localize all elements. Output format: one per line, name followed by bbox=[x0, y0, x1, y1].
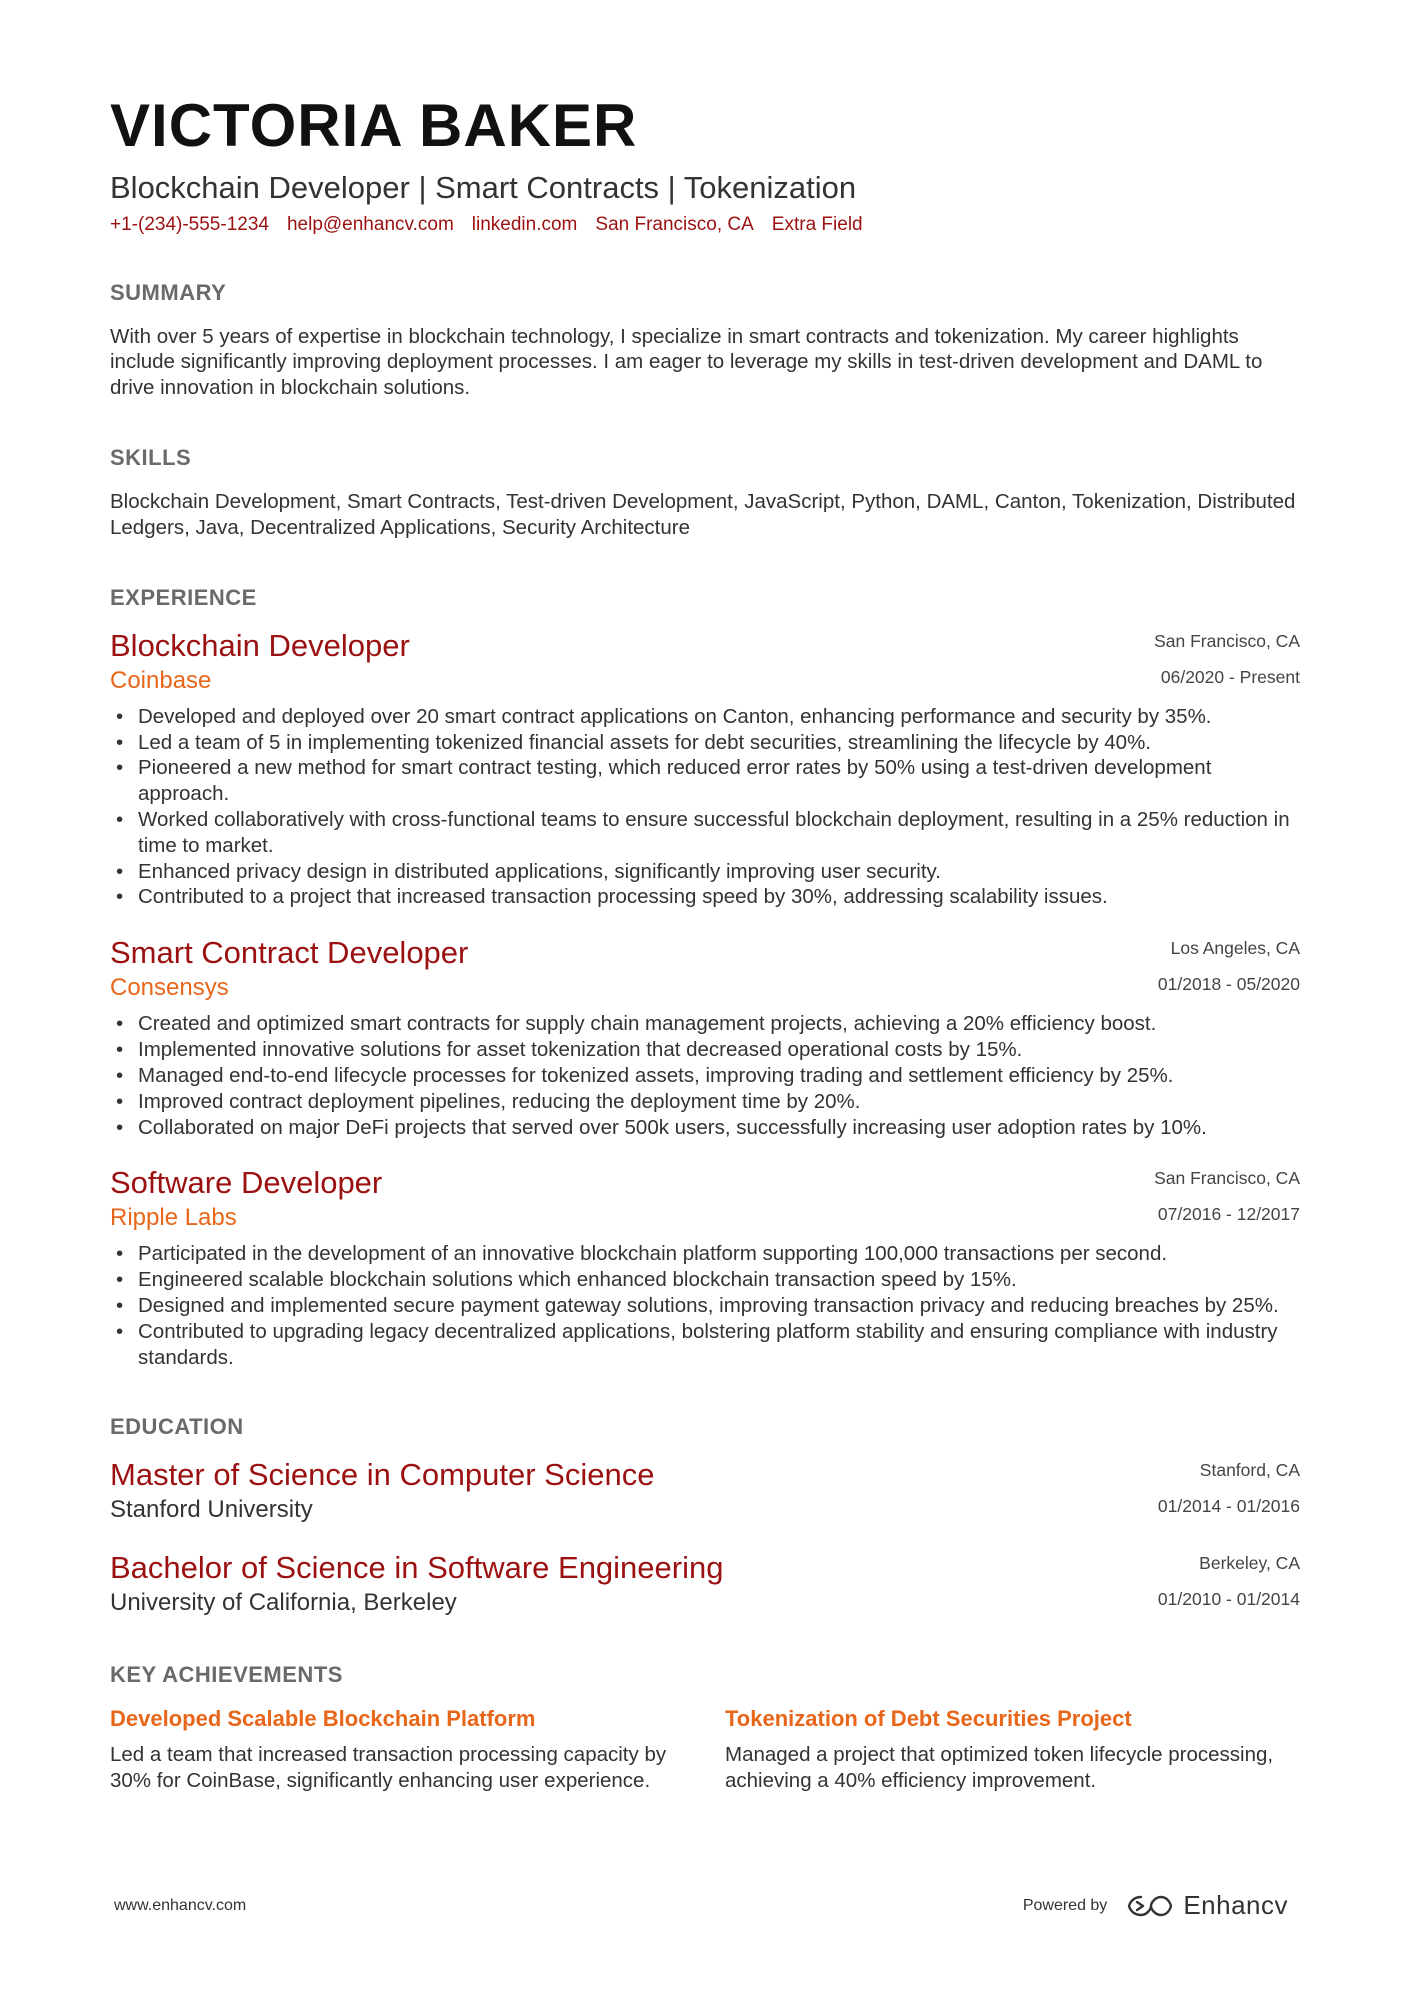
bullet-item: • Collaborated on major DeFi projects that served over 500k users, successfully increasing user adoption rates by 10%. bbox=[110, 1115, 1300, 1141]
job-title: Smart Contract Developer bbox=[110, 935, 469, 971]
bullet-item: • Improved contract deployment pipelines, reducing the deployment time by 20%. bbox=[110, 1089, 1300, 1115]
contact-location: San Francisco, CA bbox=[595, 213, 754, 235]
education-entry bbox=[110, 1551, 1300, 1618]
contact-bar bbox=[110, 214, 1300, 236]
job-title: Software Developer bbox=[110, 1165, 383, 1201]
enhancv-logo-text: Enhancv bbox=[1183, 1890, 1288, 1920]
job-location: San Francisco, CA bbox=[1154, 1168, 1300, 1189]
contact-extra-field: Extra Field bbox=[771, 213, 863, 235]
bullet-item: • Contributed to a project that increased transaction processing speed by 30%, addressing scalability issues. bbox=[110, 884, 1300, 910]
experience-title: EXPERIENCE bbox=[110, 584, 257, 610]
contact-linkedin[interactable]: linkedin.com bbox=[471, 213, 578, 235]
bullet-item: • Pioneered a new method for smart contract testing, which reduced error rates by 50% using a test-driven development approach. bbox=[110, 755, 1300, 807]
contact-email[interactable]: help@enhancv.com bbox=[286, 213, 454, 235]
achievement-text: Led a team that increased transaction processing capacity by 30% for CoinBase, significantly enhancing user experience. bbox=[110, 1743, 667, 1792]
contact-phone[interactable]: +1-(234)-555-1234 bbox=[110, 213, 269, 235]
job-location: Los Angeles, CA bbox=[1170, 938, 1300, 959]
bullet-item: • Developed and deployed over 20 smart contract applications on Canton, enhancing performance and security by 35%. bbox=[110, 704, 1300, 730]
experience-section bbox=[110, 585, 1300, 1371]
job-dates: 01/2018 - 05/2020 bbox=[1157, 974, 1300, 995]
skills-title: SKILLS bbox=[110, 445, 192, 471]
page-footer bbox=[114, 1890, 1288, 1921]
skills-text: Blockchain Development, Smart Contracts, Test-driven Development, JavaScript, Python, DAML, Canton, Tokenization, Distributed Ledgers, Java, Decentralized Applications, Security Architecture bbox=[110, 490, 1296, 539]
summary-section bbox=[110, 280, 1300, 401]
bullet-item: • Contributed to upgrading legacy decentralized applications, bolstering platform stability and ensuring compliance with industry standards. bbox=[110, 1319, 1300, 1371]
education-section bbox=[110, 1414, 1300, 1618]
summary-text: With over 5 years of expertise in blockchain technology, I specialize in smart contracts and tokenization. My career highlights include significantly improving deployment processes. I am eager to leverage my skills in test-driven development and DAML to drive innovation in blockchain solutions. bbox=[110, 324, 1263, 400]
degree-title: Master of Science in Computer Science bbox=[110, 1457, 655, 1493]
powered-by bbox=[1023, 1890, 1288, 1921]
bullet-item: • Engineered scalable blockchain solutions which enhanced blockchain transaction speed by 15%. bbox=[110, 1267, 1300, 1293]
summary-title: SUMMARY bbox=[110, 279, 227, 305]
enhancv-logo-icon bbox=[1127, 1893, 1173, 1919]
powered-by-label: Powered by bbox=[1022, 1896, 1108, 1914]
enhancv-logo[interactable] bbox=[1127, 1890, 1288, 1921]
bullet-item: • Managed end-to-end lifecycle processes for tokenized assets, improving trading and settlement efficiency by 25%. bbox=[110, 1063, 1300, 1089]
company-name: Coinbase bbox=[110, 666, 212, 694]
candidate-headline: Blockchain Developer | Smart Contracts | Tokenization bbox=[110, 170, 857, 205]
bullet-item: • Created and optimized smart contracts for supply chain management projects, achieving a 20% efficiency boost. bbox=[110, 1011, 1300, 1037]
achievements-section bbox=[110, 1662, 1300, 1794]
bullet-item: • Participated in the development of an innovative blockchain platform supporting 100,000 transactions per second. bbox=[110, 1241, 1300, 1267]
candidate-name: VICTORIA BAKER bbox=[110, 92, 638, 159]
school-location: Stanford, CA bbox=[1199, 1460, 1300, 1481]
bullet-item: • Enhanced privacy design in distributed applications, significantly improving user security. bbox=[110, 859, 1300, 885]
job-dates: 07/2016 - 12/2017 bbox=[1157, 1204, 1300, 1225]
footer-website-link[interactable]: www.enhancv.com bbox=[114, 1896, 247, 1914]
bullet-item: • Worked collaboratively with cross-functional teams to ensure successful blockchain deployment, resulting in a 25% reduction in time to market. bbox=[110, 807, 1300, 859]
school-name: University of California, Berkeley bbox=[110, 1589, 457, 1617]
job-bullets bbox=[110, 704, 1300, 911]
achievement-item bbox=[110, 1706, 685, 1794]
job-location: San Francisco, CA bbox=[1154, 630, 1300, 651]
achievement-item bbox=[725, 1706, 1300, 1794]
experience-entry bbox=[110, 629, 1300, 911]
achievement-title: Developed Scalable Blockchain Platform bbox=[110, 1706, 536, 1732]
degree-title: Bachelor of Science in Software Engineering bbox=[110, 1550, 724, 1586]
school-name: Stanford University bbox=[110, 1496, 313, 1524]
achievement-text: Managed a project that optimized token lifecycle processing, achieving a 40% efficiency improvement. bbox=[725, 1743, 1274, 1792]
bullet-item: • Implemented innovative solutions for asset tokenization that decreased operational costs by 15%. bbox=[110, 1037, 1300, 1063]
achievement-title: Tokenization of Debt Securities Project bbox=[725, 1706, 1132, 1732]
job-bullets bbox=[110, 1241, 1300, 1370]
job-bullets bbox=[110, 1011, 1300, 1140]
education-entry bbox=[110, 1458, 1300, 1525]
education-title: EDUCATION bbox=[110, 1414, 244, 1440]
achievements-title: KEY ACHIEVEMENTS bbox=[110, 1662, 343, 1688]
skills-section bbox=[110, 445, 1300, 541]
job-title: Blockchain Developer bbox=[110, 627, 410, 663]
experience-entry bbox=[110, 1166, 1300, 1370]
resume-header bbox=[110, 92, 1300, 236]
job-dates: 06/2020 - Present bbox=[1160, 666, 1300, 687]
bullet-item: • Led a team of 5 in implementing tokenized financial assets for debt securities, streamlining the lifecycle by 40%. bbox=[110, 730, 1300, 756]
experience-entry bbox=[110, 936, 1300, 1140]
school-location: Berkeley, CA bbox=[1199, 1553, 1300, 1574]
bullet-item: • Designed and implemented secure payment gateway solutions, improving transaction privacy and reducing breaches by 25%. bbox=[110, 1293, 1300, 1319]
company-name: Consensys bbox=[110, 974, 229, 1002]
school-dates: 01/2010 - 01/2014 bbox=[1157, 1589, 1300, 1610]
company-name: Ripple Labs bbox=[110, 1204, 237, 1232]
school-dates: 01/2014 - 01/2016 bbox=[1157, 1496, 1300, 1517]
achievements-grid bbox=[110, 1706, 1300, 1794]
